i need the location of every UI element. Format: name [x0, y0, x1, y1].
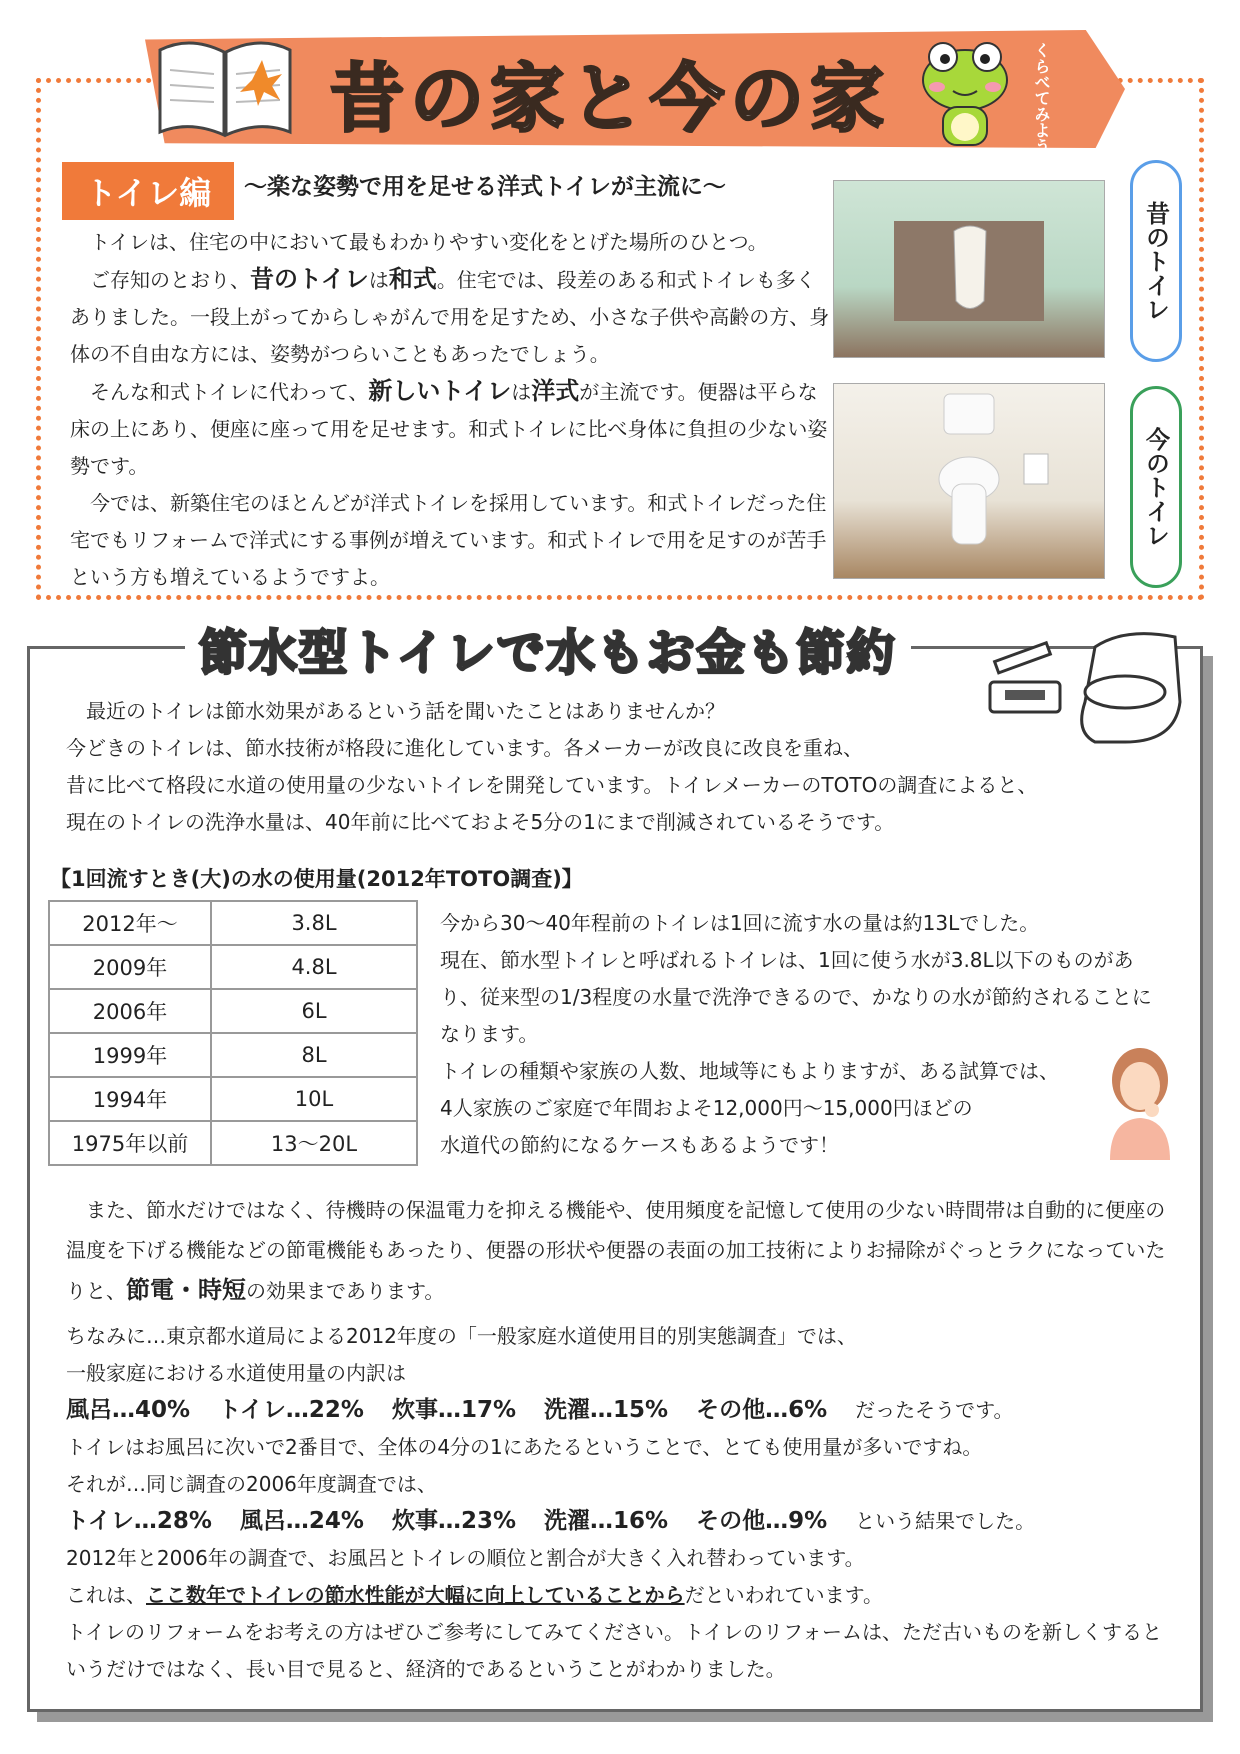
page-title: 昔の家と今の家 — [330, 56, 890, 142]
stat-item: 炊事…23% — [391, 1508, 517, 1534]
table-title: 【1回流すとき(大)の水の使用量(2012年TOTO調査)】 — [50, 867, 583, 891]
year-cell: 1994年 — [49, 1077, 211, 1121]
amount-cell: 13〜20L — [211, 1121, 417, 1165]
table-row — [49, 1121, 417, 1165]
amount-cell: 3.8L — [211, 901, 417, 945]
amount-cell: 8L — [211, 1033, 417, 1077]
year-cell: 2006年 — [49, 989, 211, 1033]
survey-line2: 一般家庭における水道使用量の内訳は — [66, 1361, 406, 1385]
stat-item: 洗濯…15% — [544, 1397, 669, 1423]
book-icon — [150, 30, 300, 145]
old-toilet-bubble: 昔のトイレ — [1130, 160, 1182, 362]
thinking-woman-icon — [1100, 1040, 1180, 1160]
survey-line3: トイレはお風呂に次いで2番目で、全体の4分の1にあたるということで、とても使用量が多いですね。 — [66, 1435, 983, 1459]
intro-line4: 現在のトイレの洗浄水量は、40年前に比べておよそ5分の1にまで削減されているそうです。 — [66, 810, 895, 834]
year-cell: 2009年 — [49, 945, 211, 989]
stat-item: 風呂…40% — [66, 1397, 191, 1423]
side-line5: 水道代の節約になるケースもあるようです！ — [440, 1133, 839, 1157]
table-row — [49, 945, 417, 989]
section2-heading: 節水型トイレで水もお金も節約 — [185, 620, 911, 686]
survey-line4: それが…同じ調査の2006年度調査では、 — [66, 1472, 437, 1496]
table-row — [49, 989, 417, 1033]
side-line3: トイレの種類や家族の人数、地域等にもよりますが、ある試算では、 — [440, 1059, 1059, 1083]
compare-label: くらべてみよう — [1032, 42, 1051, 154]
intro-line1: 最近のトイレは節水効果があるという話を聞いたことはありませんか？ — [86, 699, 725, 723]
year-cell: 1975年以前 — [49, 1121, 211, 1165]
survey-line7: トイレのリフォームをお考えの方はぜひご参考にしてみてください。トイレのリフォームは、ただ古いものを新しくするというだけではなく、長い目で見ると、経済的であるということがわかりました。 — [66, 1620, 1162, 1681]
stats-2006 — [66, 1503, 1176, 1540]
energy-saving-text: また、節水だけではなく、待機時の保温電力を抑える機能や、使用頻度を記憶して使用の少ない時間帯は自動的に便座の温度を下げる機能などの節電機能もあったり、便器の形状や便器の表面の加工技術によりお掃除がぐっとラクになっていたりと、節電・時短の効果まであります。 — [66, 1198, 1166, 1304]
stats-2012 — [66, 1392, 1176, 1429]
para1: トイレは、住宅の中において最もわかりやすい変化をとげた場所のひとつ。 — [90, 230, 768, 254]
para2: ご存知のとおり、昔のトイレは和式。住宅では、段差のある和式トイレも多くありました。一段上がってからしゃがんで用を足すため、小さな子供や高齢の方、身体の不自由な方には、姿勢がつらいこともあったでしょう。 — [70, 265, 830, 366]
stat-item: トイレ…28% — [66, 1508, 212, 1534]
side-line1: 今から30〜40年程前のトイレは1回に流す水の量は約13Lでした。 — [440, 911, 1040, 935]
new-toilet-bubble: 今のトイレ — [1130, 386, 1182, 588]
new-toilet-photo — [833, 383, 1105, 579]
side-line2: 現在、節水型トイレと呼ばれるトイレは、1回に使う水が3.8L以下のものがあり、従来型の1/3程度の水量で洗浄できるので、かなりの水が節約されることになります。 — [440, 948, 1152, 1046]
stat-item: 風呂…24% — [239, 1508, 364, 1534]
stat-tail: だったそうです。 — [855, 1398, 1014, 1422]
table-row — [49, 901, 417, 945]
amount-cell: 6L — [211, 989, 417, 1033]
survey-line1: ちなみに…東京都水道局による2012年度の「一般家庭水道使用目的別実態調査」では、 — [66, 1324, 857, 1348]
stat-item: 洗濯…16% — [544, 1508, 669, 1534]
year-cell: 1999年 — [49, 1033, 211, 1077]
para3: そんな和式トイレに代わって、新しいトイレは洋式が主流です。便器は平らな床の上にあり、便座に座って用を足せます。和式トイレに比べ身体に負担の少ない姿勢です。 — [70, 377, 828, 478]
water-usage-table — [48, 900, 418, 1166]
frog-mascot-icon — [915, 35, 1015, 153]
stat-tail: という結果でした。 — [855, 1509, 1036, 1533]
table-row — [49, 1033, 417, 1077]
table-side-text — [440, 905, 1160, 1164]
survey-text — [66, 1318, 1176, 1688]
year-cell: 2012年〜 — [49, 901, 211, 945]
section2-intro — [66, 693, 1166, 841]
stat-item: トイレ…22% — [218, 1397, 364, 1423]
stat-item: その他…9% — [696, 1508, 828, 1534]
old-toilet-photo — [833, 180, 1105, 358]
amount-cell: 10L — [211, 1077, 417, 1121]
toilet-section-tag: トイレ編 — [62, 162, 234, 220]
table-row — [49, 1077, 417, 1121]
survey-line6: これは、ここ数年でトイレの節水性能が大幅に向上していることからだといわれています。 — [66, 1583, 884, 1607]
para4: 今では、新築住宅のほとんどが洋式トイレを採用しています。和式トイレだった住宅でもリフォームで洋式にする事例が増えています。和式トイレで用を足すのが苦手という方も増えているようですよ。 — [70, 491, 827, 589]
intro-line2: 今どきのトイレは、節水技術が格段に進化しています。各メーカーが改良に改良を重ね、 — [66, 736, 863, 760]
section1-body — [70, 224, 830, 596]
side-line4: 4人家族のご家庭で年間およそ12,000円〜15,000円ほどの — [440, 1096, 973, 1120]
stat-item: その他…6% — [696, 1397, 828, 1423]
intro-line3: 昔に比べて格段に水道の使用量の少ないトイレを開発しています。トイレメーカーのTOTOの調査によると、 — [66, 773, 1038, 797]
survey-line5: 2012年と2006年の調査で、お風呂とトイレの順位と割合が大きく入れ替わっています。 — [66, 1546, 865, 1570]
section1-subtitle: 〜楽な姿勢で用を足せる洋式トイレが主流に〜 — [244, 174, 726, 200]
amount-cell: 4.8L — [211, 945, 417, 989]
stat-item: 炊事…17% — [391, 1397, 517, 1423]
